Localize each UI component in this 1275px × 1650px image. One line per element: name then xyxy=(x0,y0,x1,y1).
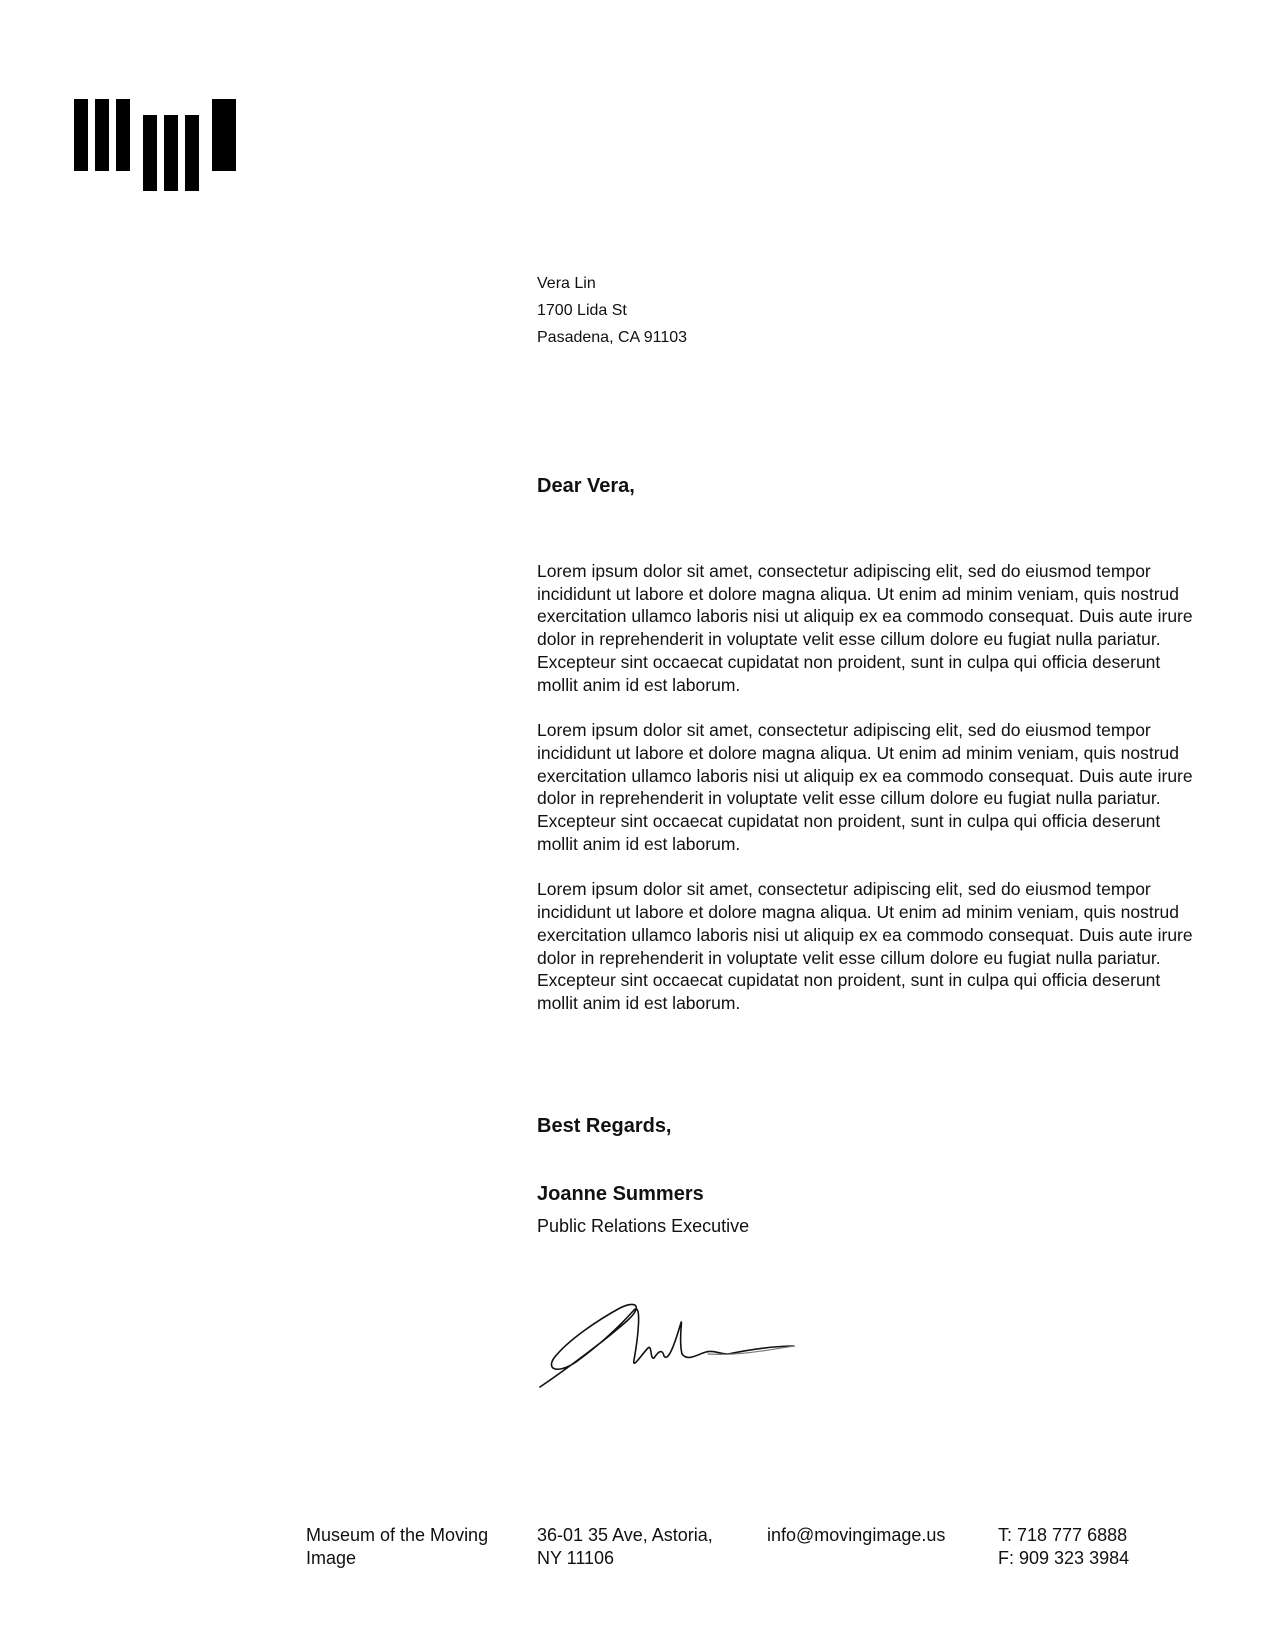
salutation: Dear Vera, xyxy=(537,475,635,497)
signer-title: Public Relations Executive xyxy=(537,1216,750,1236)
footer-org-line-1: Museum of the Moving xyxy=(306,1525,489,1545)
body-paragraph-1: Lorem ipsum dolor sit amet, consectetur adipiscing elit, sed do eiusmod tempor incididunt ut labore et dolore magna aliqua. Ut enim ad minim veniam, quis nostrud exercitation ullamco laboris nisi ut aliquip ex ea commodo consequat. Duis aute irure dolor in reprehenderit in voluptate velit esse cillum dolore eu fugiat nulla pariatur. Excepteur sint occaecat cupidatat non proident, sunt in culpa qui officia deserunt mollit anim id est laborum. xyxy=(537,561,1193,695)
recipient-name: Vera Lin xyxy=(537,275,596,292)
recipient-street: 1700 Lida St xyxy=(537,302,627,319)
footer-fax: F: 909 323 3984 xyxy=(998,1548,1130,1568)
footer-phone-fax xyxy=(998,1524,1129,1570)
footer-email: info@movingimage.us xyxy=(767,1525,946,1545)
footer-address-line-1: 36-01 35 Ave, Astoria, xyxy=(537,1525,713,1545)
recipient-city-line: Pasadena, CA 91103 xyxy=(537,329,688,346)
closing: Best Regards, xyxy=(537,1115,672,1137)
footer-contact xyxy=(767,1524,945,1547)
footer-address-line-2: NY 11106 xyxy=(537,1548,615,1568)
body-paragraph-2: Lorem ipsum dolor sit amet, consectetur adipiscing elit, sed do eiusmod tempor incididunt ut labore et dolore magna aliqua. Ut enim ad minim veniam, quis nostrud exercitation ullamco laboris nisi ut aliquip ex ea commodo consequat. Duis aute irure dolor in reprehenderit in voluptate velit esse cillum dolore eu fugiat nulla pariatur. Excepteur sint occaecat cupidatat non proident, sunt in culpa qui officia deserunt mollit anim id est laborum. xyxy=(537,720,1193,854)
letter-body xyxy=(537,560,1197,1038)
signer-name: Joanne Summers xyxy=(537,1183,704,1205)
recipient-address xyxy=(537,270,687,351)
museum-logo-icon xyxy=(74,99,236,191)
handwritten-signature-icon xyxy=(538,1298,798,1390)
footer-address xyxy=(537,1524,713,1570)
footer-phone: T: 718 777 6888 xyxy=(998,1525,1128,1545)
body-paragraph-3: Lorem ipsum dolor sit amet, consectetur adipiscing elit, sed do eiusmod tempor incididunt ut labore et dolore magna aliqua. Ut enim ad minim veniam, quis nostrud exercitation ullamco laboris nisi ut aliquip ex ea commodo consequat. Duis aute irure dolor in reprehenderit in voluptate velit esse cillum dolore eu fugiat nulla pariatur. Excepteur sint occaecat cupidatat non proident, sunt in culpa qui officia deserunt mollit anim id est laborum. xyxy=(537,879,1193,1013)
footer-org-line-2: Image xyxy=(306,1548,357,1568)
footer-organization xyxy=(306,1524,488,1570)
